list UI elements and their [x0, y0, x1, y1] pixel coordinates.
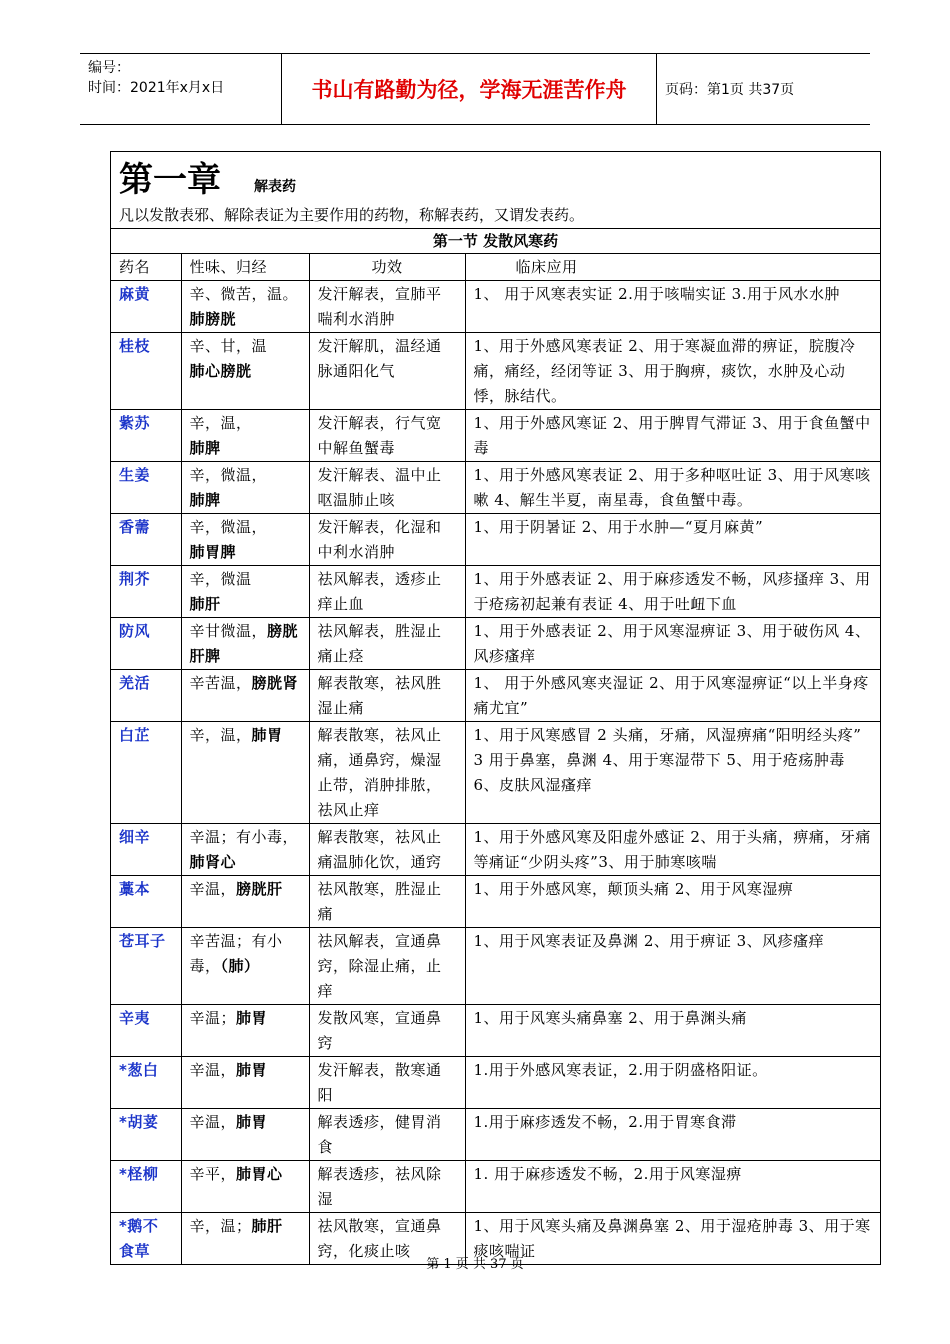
- herb-use: 1、用于风寒感冒 2 头痛，牙痛，风湿痹痛“阳明经头疼” 3 用于鼻塞，鼻渊 4、用于寒湿带下 5、用于疮疡肿毒 6、皮肤风湿瘙痒: [465, 722, 880, 824]
- herb-meridian: 肺膀胱: [189, 310, 237, 328]
- table-row: [111, 1161, 880, 1213]
- herb-effect: 解表透疹，祛风除湿: [309, 1161, 465, 1213]
- herb-name: *葱白: [111, 1057, 181, 1109]
- herb-effect: 发汗解表，散寒通阳: [309, 1057, 465, 1109]
- table-header-row: [111, 254, 880, 281]
- herb-taste: 辛、微苦，温。 肺膀胱: [181, 281, 309, 333]
- table-row: [111, 462, 880, 514]
- chapter-box: [110, 151, 881, 1265]
- herb-use: 1、用于外感风寒，颠顶头痛 2、用于风寒湿痹: [465, 876, 880, 928]
- herb-effect: 解表透疹，健胃消食: [309, 1109, 465, 1161]
- herb-meridian: 肺脾: [189, 491, 221, 509]
- herb-name: 防风: [111, 618, 181, 670]
- table-row: [111, 824, 880, 876]
- herb-meridian: 肺心膀胱: [189, 362, 252, 380]
- herb-taste: 辛温，肺胃: [181, 1057, 309, 1109]
- herb-name: 苍耳子: [111, 928, 181, 1005]
- herb-taste: 辛，微温， 肺胃脾: [181, 514, 309, 566]
- herb-name: 辛夷: [111, 1005, 181, 1057]
- herb-name: 白芷: [111, 722, 181, 824]
- herb-name: 荆芥: [111, 566, 181, 618]
- herb-name: *胡荽: [111, 1109, 181, 1161]
- header-motto: 书山有路勤为径，学海无涯苦作舟: [281, 54, 657, 124]
- herb-table: [111, 253, 880, 1264]
- herb-use: 1、用于阴暑证 2、用于水肿—“夏月麻黄”: [465, 514, 880, 566]
- herb-use: 1、用于外感风寒证 2、用于脾胃气滞证 3、用于食鱼蟹中毒: [465, 410, 880, 462]
- chapter-title: 第一章: [119, 160, 221, 200]
- herb-meridian: 肺肝: [189, 595, 221, 613]
- herb-effect: 发汗解表，化湿和中利水消肿: [309, 514, 465, 566]
- herb-name: 细辛: [111, 824, 181, 876]
- herb-meridian: 肺胃: [251, 726, 283, 744]
- table-row: [111, 514, 880, 566]
- herb-taste: 辛温；有小毒， 肺肾心: [181, 824, 309, 876]
- herb-effect: 祛风解表，宣通鼻窍，除湿止痛，止痒: [309, 928, 465, 1005]
- table-row: [111, 928, 880, 1005]
- herb-taste: 辛温，膀胱肝: [181, 876, 309, 928]
- header-name: 药名: [111, 254, 181, 281]
- header-effect: 功效: [309, 254, 465, 281]
- herb-meridian: 肺胃心: [236, 1165, 283, 1183]
- chapter-intro: 凡以发散表邪、解除表证为主要作用的药物，称解表药，又谓发表药。: [119, 206, 585, 224]
- herb-meridian: 膀胱肝脾: [189, 622, 299, 665]
- herb-use: 1、用于外感表证 2、用于风寒湿痹证 3、用于破伤风 4、风疹瘙痒: [465, 618, 880, 670]
- herb-taste: 辛平，肺胃心: [181, 1161, 309, 1213]
- table-row: [111, 670, 880, 722]
- herb-meridian: （肺）: [220, 957, 260, 975]
- doc-number-label: 编号：: [88, 60, 130, 76]
- herb-taste: 辛，温；肺肝: [181, 1213, 309, 1265]
- herb-name: 麻黄: [111, 281, 181, 333]
- section-title: 第一节 发散风寒药: [111, 228, 880, 253]
- herb-use: 1、用于风寒头痛鼻塞 2、用于鼻渊头痛: [465, 1005, 880, 1057]
- header-meta: [88, 58, 224, 98]
- herb-use: 1. 用于麻疹透发不畅，2.用于风寒湿痹: [465, 1161, 880, 1213]
- header-taste: 性味、归经: [181, 254, 309, 281]
- herb-meridian: 肺脾: [189, 439, 221, 457]
- herb-name: 桂枝: [111, 333, 181, 410]
- page-header: [80, 53, 870, 125]
- herb-effect: 祛风解表，胜湿止痛止痉: [309, 618, 465, 670]
- herb-effect: 发汗解肌，温经通脉通阳化气: [309, 333, 465, 410]
- chapter-subtitle: 解表药: [254, 179, 296, 195]
- herb-effect: 发散风寒，宣通鼻窍: [309, 1005, 465, 1057]
- herb-taste: 辛，微温 肺肝: [181, 566, 309, 618]
- table-row: [111, 333, 880, 410]
- herb-name: 羌活: [111, 670, 181, 722]
- table-row: [111, 1109, 880, 1161]
- table-row: [111, 1005, 880, 1057]
- table-row: [111, 566, 880, 618]
- herb-name: *鹅不食草: [111, 1213, 181, 1265]
- herb-taste: 辛、甘，温 肺心膀胱: [181, 333, 309, 410]
- herb-use: 1.用于外感风寒表证，2.用于阴盛格阳证。: [465, 1057, 880, 1109]
- herb-meridian: 肺肾心: [189, 853, 237, 871]
- table-row: [111, 410, 880, 462]
- herb-taste: 辛，温，肺胃: [181, 722, 309, 824]
- herb-use: 1.用于麻疹透发不畅，2.用于胃寒食滞: [465, 1109, 880, 1161]
- herb-taste: 辛温；肺胃: [181, 1005, 309, 1057]
- herb-name: 紫苏: [111, 410, 181, 462]
- herb-use: 1、用于外感风寒及阳虚外感证 2、用于头痛，痹痛，牙痛等痛证“少阴头疼”3、用于肺寒咳喘: [465, 824, 880, 876]
- herb-effect: 解表散寒，祛风止痛温肺化饮，通窍: [309, 824, 465, 876]
- herb-meridian: 肺胃: [236, 1061, 268, 1079]
- doc-time-label: 时间：2021年x月x日: [88, 80, 225, 96]
- herb-use: 1、用于外感表证 2、用于麻疹透发不畅，风疹搔痒 3、用于疮疡初起兼有表证 4、用于吐衄下血: [465, 566, 880, 618]
- herb-effect: 祛风解表，透疹止痒止血: [309, 566, 465, 618]
- page-footer: 第 1 页 共 37 页: [426, 1257, 524, 1272]
- chapter-heading: [111, 152, 880, 202]
- herb-use: 1、 用于风寒表实证 2.用于咳喘实证 3.用于风水水肿: [465, 281, 880, 333]
- table-row: [111, 618, 880, 670]
- herb-name: 藁本: [111, 876, 181, 928]
- herb-meridian: 肺胃脾: [189, 543, 237, 561]
- herb-effect: 解表散寒，祛风胜湿止痛: [309, 670, 465, 722]
- herb-use: 1、用于外感风寒表证 2、用于寒凝血滞的痹证，脘腹冷痛，痛经，经闭等证 3、用于胸痹，痰饮，水肿及心动悸，脉结代。: [465, 333, 880, 410]
- herb-effect: 发汗解表、温中止呕温肺止咳: [309, 462, 465, 514]
- herb-meridian: 肺肝: [251, 1217, 283, 1235]
- herb-taste: 辛甘微温，膀胱肝脾: [181, 618, 309, 670]
- herb-taste: 辛，温， 肺脾: [181, 410, 309, 462]
- table-row: [111, 876, 880, 928]
- herb-effect: 解表散寒，祛风止痛，通鼻窍，燥湿止带，消肿排脓，祛风止痒: [309, 722, 465, 824]
- herb-effect: 祛风散寒，宣通鼻窍，化痰止咳: [309, 1213, 465, 1265]
- table-row: [111, 722, 880, 824]
- header-use: 临床应用: [465, 254, 880, 281]
- herb-effect: 祛风散寒，胜湿止痛: [309, 876, 465, 928]
- herb-name: 生姜: [111, 462, 181, 514]
- table-row: [111, 281, 880, 333]
- herb-name: *柽柳: [111, 1161, 181, 1213]
- herb-use: 1、用于风寒头痛及鼻渊鼻塞 2、用于湿疮肿毒 3、用于寒痰咳喘证: [465, 1213, 880, 1265]
- herb-meridian: 肺胃: [236, 1009, 268, 1027]
- table-row: [111, 1057, 880, 1109]
- herb-use: 1、 用于外感风寒夹湿证 2、用于风寒湿痹证“以上半身疼痛尤宜”: [465, 670, 880, 722]
- herb-meridian: 肺胃: [236, 1113, 268, 1131]
- herb-meridian: 膀胱肝: [236, 880, 283, 898]
- header-page-label: 页码：第1页 共37页: [665, 82, 795, 98]
- herb-effect: 发汗解表，行气宽中解鱼蟹毒: [309, 410, 465, 462]
- herb-use: 1、用于外感风寒表证 2、用于多种呕吐证 3、用于风寒咳嗽 4、解生半夏，南星毒，食鱼蟹中毒。: [465, 462, 880, 514]
- herb-name: 香薷: [111, 514, 181, 566]
- herb-taste: 辛，微温， 肺脾: [181, 462, 309, 514]
- herb-use: 1、用于风寒表证及鼻渊 2、用于痹证 3、风疹瘙痒: [465, 928, 880, 1005]
- herb-taste: 辛苦温，膀胱肾: [181, 670, 309, 722]
- herb-taste: 辛苦温；有小毒，（肺）: [181, 928, 309, 1005]
- herb-effect: 发汗解表，宣肺平喘利水消肿: [309, 281, 465, 333]
- herb-taste: 辛温，肺胃: [181, 1109, 309, 1161]
- herb-meridian: 膀胱肾: [251, 674, 299, 692]
